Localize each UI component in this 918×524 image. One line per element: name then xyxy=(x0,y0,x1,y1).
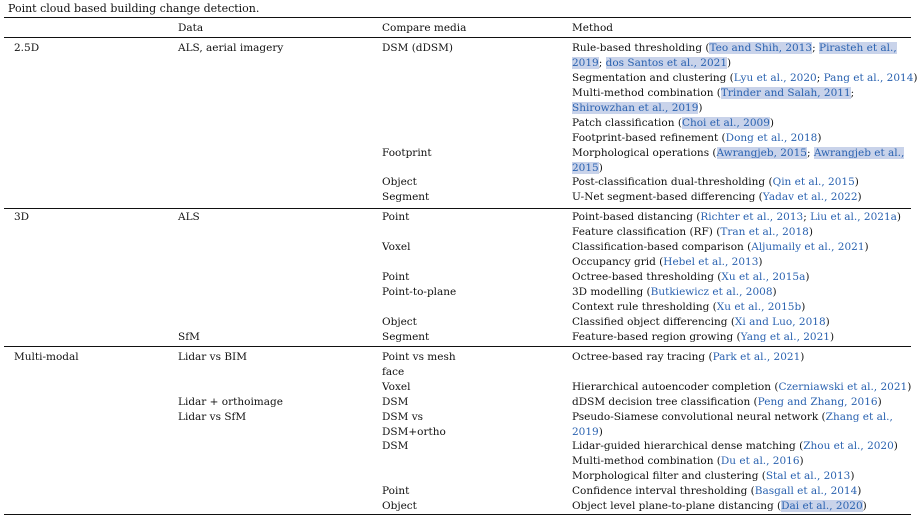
data-type-cell: Multi-modal xyxy=(14,351,79,363)
method-text-tail: ) xyxy=(857,485,862,497)
method-text: dDSM decision tree classification ( xyxy=(572,396,758,408)
method-text: Context rule thresholding ( xyxy=(572,301,717,313)
method-cell xyxy=(572,161,603,176)
citation-separator: ; xyxy=(816,72,824,84)
method-text: Octree-based ray tracing ( xyxy=(572,351,713,363)
method-text: Hierarchical autoencoder completion ( xyxy=(572,381,779,393)
table-caption: Point cloud based building change detection. xyxy=(8,2,260,15)
header-rule xyxy=(4,37,911,38)
citation-link[interactable]: Yang et al., 2021 xyxy=(740,331,830,343)
method-cell xyxy=(572,380,911,395)
citation-link[interactable]: Park et al., 2021 xyxy=(712,351,801,363)
citation-separator: ; xyxy=(812,42,819,54)
citation-link[interactable]: 2019 xyxy=(572,57,599,69)
citation-link[interactable]: Choi et al., 2009 xyxy=(681,117,770,129)
method-text: Multi-method combination ( xyxy=(572,455,721,467)
method-cell xyxy=(572,225,813,240)
data-type-cell: 3D xyxy=(14,211,30,223)
method-cell xyxy=(572,71,918,86)
method-text: Morphological operations ( xyxy=(572,147,717,159)
method-text-tail: ) xyxy=(850,470,855,482)
method-text-tail: ) xyxy=(864,241,869,253)
method-cell xyxy=(572,410,893,425)
citation-link[interactable]: Zhang et al., xyxy=(825,411,893,423)
compare-media-cell: Object xyxy=(382,500,417,512)
citation-link[interactable]: Awrangjeb et al., xyxy=(813,147,905,159)
method-cell xyxy=(572,131,821,146)
method-cell xyxy=(572,469,854,484)
citation-separator: ; xyxy=(806,147,814,159)
compare-media-cell: Point vs mesh xyxy=(382,351,456,363)
method-cell xyxy=(572,270,809,285)
citation-link[interactable]: Peng and Zhang, 2016 xyxy=(757,396,878,408)
citation-link[interactable]: Xu et al., 2015b xyxy=(716,301,802,313)
method-cell xyxy=(572,439,898,454)
compare-media-cell: DSM xyxy=(382,440,409,452)
header-data: Data xyxy=(178,22,204,34)
method-cell xyxy=(572,315,830,330)
method-text-tail: ) xyxy=(857,191,862,203)
citation-separator: ; xyxy=(598,57,606,69)
citation-link[interactable]: Du et al., 2016 xyxy=(720,455,800,467)
method-cell xyxy=(572,255,763,270)
method-text-tail: ) xyxy=(799,455,804,467)
method-text: Footprint-based refinement ( xyxy=(572,132,726,144)
citation-link[interactable]: Tran et al., 2018 xyxy=(720,226,809,238)
citation-link[interactable]: Basgall et al., 2014 xyxy=(754,485,858,497)
method-text-tail: ) xyxy=(817,132,822,144)
compare-media-cell: Segment xyxy=(382,331,430,343)
compare-media-cell: Object xyxy=(382,176,417,188)
data-source-cell: Lidar vs SfM xyxy=(178,411,247,423)
compare-media-cell: Voxel xyxy=(382,241,411,253)
method-text: Pseudo-Siamese convolutional neural network ( xyxy=(572,411,826,423)
citation-link[interactable]: Stal et al., 2013 xyxy=(765,470,851,482)
method-text: Octree-based thresholding ( xyxy=(572,271,722,283)
top-rule xyxy=(4,17,911,18)
method-text-tail: ) xyxy=(854,176,859,188)
method-text-tail: ) xyxy=(877,396,882,408)
bottom-rule xyxy=(4,514,911,515)
method-cell xyxy=(572,116,774,131)
method-cell xyxy=(572,175,859,190)
citation-link[interactable]: Richter et al., 2013 xyxy=(700,211,804,223)
method-text: 3D modelling ( xyxy=(572,286,651,298)
method-text-tail: ) xyxy=(801,301,806,313)
method-text-tail: ) xyxy=(907,381,912,393)
method-text: Occupancy grid ( xyxy=(572,256,664,268)
method-text-tail: ) xyxy=(772,286,777,298)
method-cell xyxy=(572,300,805,315)
compare-media-cell: DSM vs xyxy=(382,411,424,423)
citation-link[interactable]: Lyu et al., 2020 xyxy=(733,72,817,84)
method-text-tail: ) xyxy=(598,162,603,174)
data-source-cell: Lidar vs BIM xyxy=(178,351,247,363)
method-text: Point-based distancing ( xyxy=(572,211,701,223)
compare-media-cell: DSM (dDSM) xyxy=(382,42,453,54)
compare-media-cell: Voxel xyxy=(382,381,411,393)
method-cell xyxy=(572,484,861,499)
citation-link[interactable]: dos Santos et al., 2021 xyxy=(605,57,728,69)
method-text-tail: ) xyxy=(862,500,867,512)
compare-media-cell: DSM+ortho xyxy=(382,426,446,438)
compare-media-cell: Footprint xyxy=(382,147,432,159)
compare-media-cell: DSM xyxy=(382,396,409,408)
method-text: Confidence interval thresholding ( xyxy=(572,485,755,497)
header-method: Method xyxy=(572,22,613,34)
citation-separator: ; xyxy=(803,211,811,223)
method-text: Classification-based comparison ( xyxy=(572,241,752,253)
method-text: Feature classification (RF) ( xyxy=(572,226,721,238)
method-cell xyxy=(572,101,703,116)
method-text: Multi-method combination ( xyxy=(572,87,721,99)
method-cell xyxy=(572,190,862,205)
method-text-tail: ) xyxy=(698,102,703,114)
citation-link[interactable]: Awrangjeb, 2015 xyxy=(716,147,807,159)
method-cell xyxy=(572,499,867,514)
method-text-tail: ) xyxy=(829,331,835,343)
method-cell xyxy=(572,285,777,300)
citation-link[interactable]: 2015 xyxy=(572,162,599,174)
method-text: Morphological filter and clustering ( xyxy=(572,470,766,482)
citation-link[interactable]: Yadav et al., 2022 xyxy=(762,191,858,203)
method-text: Object level plane-to-plane distancing ( xyxy=(572,500,782,512)
citation-link[interactable]: Trinder and Salah, 2011 xyxy=(720,87,851,99)
method-text-tail: ) xyxy=(800,351,805,363)
citation-link[interactable]: Butkiewicz et al., 2008 xyxy=(650,286,773,298)
method-cell xyxy=(572,56,731,71)
method-text: Post-classification dual-thresholding ( xyxy=(572,176,773,188)
method-cell xyxy=(572,86,854,101)
citation-link[interactable]: Liu et al., 2021a xyxy=(810,211,897,223)
citation-link[interactable]: Pang et al., 2014 xyxy=(823,72,914,84)
compare-media-cell: Point xyxy=(382,271,410,283)
method-text-tail: ) xyxy=(825,316,830,328)
method-cell xyxy=(572,425,603,440)
citation-link[interactable]: Czerniawski et al., 2021 xyxy=(778,381,908,393)
method-text-tail: ) xyxy=(758,256,763,268)
method-text-tail: ) xyxy=(808,226,813,238)
method-cell xyxy=(572,146,904,161)
data-source-cell: ALS, aerial imagery xyxy=(178,42,284,54)
data-source-cell: SfM xyxy=(178,331,200,343)
data-source-cell: Lidar + orthoimage xyxy=(178,396,283,408)
compare-media-cell: Object xyxy=(382,316,417,328)
method-cell xyxy=(572,41,897,56)
method-cell xyxy=(572,454,804,469)
citation-link[interactable]: Xu et al., 2015a xyxy=(721,271,806,283)
method-cell xyxy=(572,210,901,225)
method-cell xyxy=(572,350,804,365)
citation-link[interactable]: Xi and Luo, 2018 xyxy=(734,316,826,328)
citation-link[interactable]: Aljumaily et al., 2021 xyxy=(751,241,865,253)
method-text: Patch classification ( xyxy=(572,117,682,129)
group-rule-multimodal xyxy=(4,346,911,347)
compare-media-cell: Point xyxy=(382,211,410,223)
citation-link[interactable]: 2019 xyxy=(572,426,599,438)
method-text-tail: ) xyxy=(805,271,810,283)
method-text-tail: ) xyxy=(727,57,732,69)
method-cell xyxy=(572,395,882,410)
method-text: Feature-based region growing ( xyxy=(572,331,741,343)
method-text: Lidar-guided hierarchical dense matching ( xyxy=(572,440,804,452)
header-compare-media: Compare media xyxy=(382,22,467,34)
citation-link[interactable]: Pirasteh et al., xyxy=(819,42,897,54)
method-text-tail: ) xyxy=(896,211,902,223)
method-cell xyxy=(572,330,834,345)
method-text: Segmentation and clustering ( xyxy=(572,72,734,84)
compare-media-cell: Point xyxy=(382,485,410,497)
citation-separator: ; xyxy=(850,87,855,99)
citation-link[interactable]: Hebel et al., 2013 xyxy=(663,256,759,268)
citation-link[interactable]: Dong et al., 2018 xyxy=(725,132,818,144)
group-rule-3d xyxy=(4,208,911,209)
compare-media-cell: Segment xyxy=(382,191,430,203)
citation-link[interactable]: Zhou et al., 2020 xyxy=(803,440,894,452)
method-text: Classified object differencing ( xyxy=(572,316,735,328)
citation-link[interactable]: Dai et al., 2020 xyxy=(781,500,863,512)
method-text-tail: ) xyxy=(769,117,774,129)
method-text: U-Net segment-based differencing ( xyxy=(572,191,763,203)
compare-media-cell: face xyxy=(382,366,405,378)
method-text: Rule-based thresholding ( xyxy=(572,42,710,54)
compare-media-cell: Point-to-plane xyxy=(382,286,457,298)
data-type-cell: 2.5D xyxy=(14,42,40,54)
citation-link[interactable]: Shirowzhan et al., 2019 xyxy=(572,102,699,114)
data-source-cell: ALS xyxy=(178,211,200,223)
method-text-tail: ) xyxy=(893,440,898,452)
citation-link[interactable]: Qin et al., 2015 xyxy=(772,176,855,188)
method-text-tail: ) xyxy=(598,426,603,438)
method-cell xyxy=(572,240,869,255)
method-text-tail: ) xyxy=(913,72,918,84)
citation-link[interactable]: Teo and Shih, 2013 xyxy=(709,42,813,54)
